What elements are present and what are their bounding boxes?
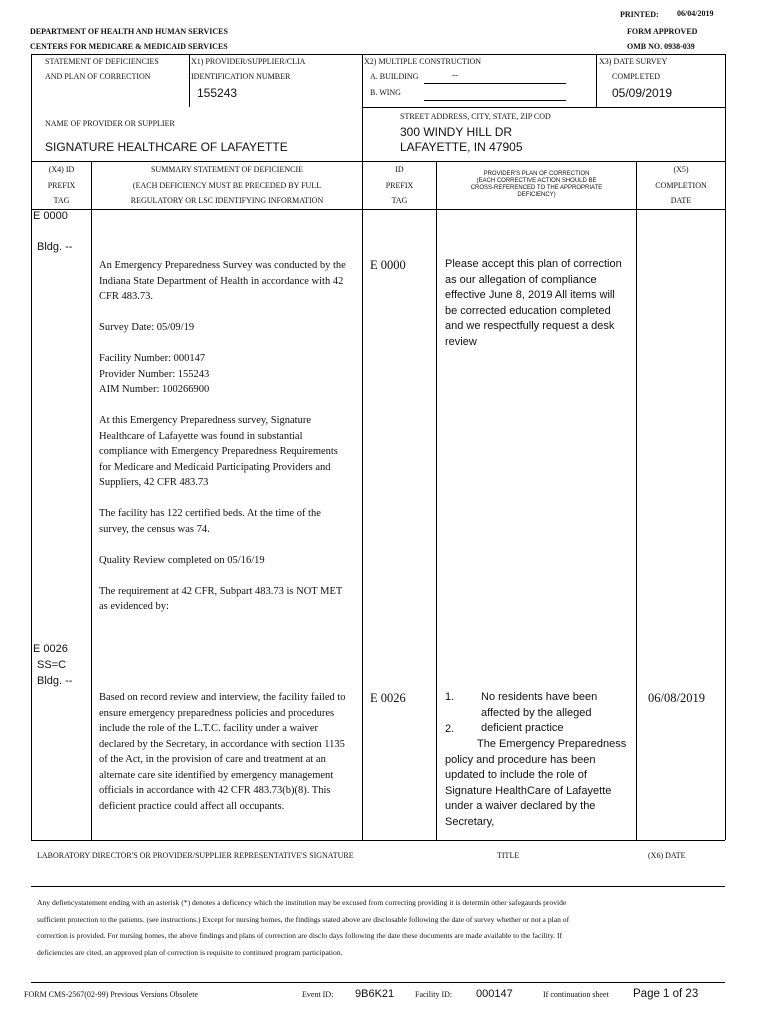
entry2-bldg: Bldg. -- — [37, 675, 73, 687]
plan-item1-text: No residents have been affected by the alleged deficient practice — [481, 691, 598, 734]
summary-header-line2: (EACH DEFICIENCY MUST BE PRECEDED BY FULL — [132, 181, 322, 190]
x5-header-line1: (X5) — [673, 165, 689, 174]
entry1-bldg: Bldg. -- — [37, 241, 73, 253]
disclaimer-text: Any defiencystatement ending with an asterisk (*) denotes a deficency which the institution may be excused from correcting providing it is determin other safegaurds provide sufficient protection to the patients. (see instructions.) Except for nursing homes, the findings stated above are disclosable following the date of survey whether or not a plan of correction is provided. For nursing homes, the above findings and plans of correction are disclo days following the date these documents are made available to the facility. If deficiencies are cited, an approved plan of correction is requisite to continued program participation. — [37, 898, 570, 957]
department-heading: DEPARTMENT OF HEALTH AND HUMAN SERVICES — [30, 27, 228, 36]
director-signature-label: LABORATORY DIRECTOR'S OR PROVIDER/SUPPLIER REPRESENTATIVE'S SIGNATURE — [37, 851, 354, 860]
provider-id-label-line1: X1) PROVIDER/SUPPLIER/CLIA — [191, 57, 306, 66]
plan-item2-body: The Emergency Preparedness policy and procedure has been updated to include the role of Signature HealthCare of Lafayette under a waiver declared by the Secretary, — [445, 738, 627, 828]
entry1-paragraph: The requirement at 42 CFR, Subpart 483.73 is NOT MET as evidenced by: — [99, 585, 343, 612]
page-number: Page 1 of 23 — [633, 988, 699, 1000]
entry1-paragraph: Quality Review completed on 05/16/19 — [99, 554, 265, 566]
date-survey-label-line1: X3) DATE SURVEY — [599, 57, 668, 66]
plan-header — [437, 171, 636, 199]
form-number: FORM CMS-2567(02-99) Previous Versions Obsolete — [24, 990, 199, 999]
multiple-construction-label: X2) MULTIPLE CONSTRUCTION — [364, 57, 482, 66]
entry2-id-tag: E 0026 — [370, 691, 406, 705]
summary-header-line3: REGULATORY OR LSC IDENTIFYING INFORMATION — [130, 196, 324, 205]
provider-id-label-line2: IDENTIFICATION NUMBER — [191, 72, 291, 81]
address-label: STREET ADDRESS, CITY, STATE, ZIP COD — [400, 112, 551, 121]
plan-item2-text — [445, 737, 632, 830]
form-approved-label: FORM APPROVED — [627, 27, 698, 36]
wing-label: B. WING — [370, 88, 401, 97]
printed-date: 06/04/2019 — [677, 9, 714, 18]
provider-id-value: 155243 — [197, 86, 238, 100]
entry2-plan — [445, 690, 632, 737]
summary-header-line1: SUMMARY STATEMENT OF DEFICIENCIE — [150, 165, 304, 174]
entry1-paragraph: An Emergency Preparedness Survey was conducted by the Indiana State Department of Health in accordance with 42 CFR 483.73. — [99, 260, 346, 302]
facility-id-value: 000147 — [476, 988, 513, 1000]
entry1-plan: Please accept this plan of correction as our allegation of compliance effective June 8, 2019 All items will be corrected education completed and we respectfully request a desk review — [445, 258, 622, 348]
statement-label-line1: STATEMENT OF DEFICIENCIES — [45, 57, 159, 66]
plan-header-line3: CROSS-REFERENCED TO THE APPROPRIATE — [470, 185, 603, 191]
provider-name-label: NAME OF PROVIDER OR SUPPLIER — [45, 119, 175, 128]
entry2-tag: E 0026 — [33, 643, 68, 655]
entry1-paragraph: Survey Date: 05/09/19 — [99, 322, 195, 333]
printed-label: PRINTED: — [620, 10, 659, 19]
continuation-label: If continuation sheet — [543, 990, 609, 999]
entry1-paragraph: The facility has 122 certified beds. At the time of the survey, the census was 74. — [99, 508, 321, 535]
event-id-label: Event ID: — [302, 990, 334, 999]
entry2-ss: SS=C — [37, 659, 67, 671]
building-label: A. BUILDING — [370, 72, 419, 81]
x5-header-line3: DATE — [670, 196, 692, 205]
x4-header-line2: PREFIX — [47, 181, 76, 190]
entry1-summary — [99, 258, 349, 630]
entry1-tag: E 0000 — [33, 210, 68, 222]
plan-item1-number: 1. — [445, 691, 455, 703]
date-survey-label-line2: COMPLETED — [612, 72, 660, 81]
address-line1: 300 WINDY HILL DR — [400, 125, 513, 139]
plan-header-line4: DEFICIENCY) — [517, 192, 556, 198]
id-header-line3: TAG — [391, 196, 408, 205]
entry1-id-tag: E 0000 — [370, 258, 406, 272]
omb-number: OMB NO. 0938-039 — [627, 42, 695, 51]
entry2-completion-date: 06/08/2019 — [648, 691, 705, 705]
x4-header-line3: TAG — [53, 196, 70, 205]
centers-heading: CENTERS FOR MEDICARE & MEDICAID SERVICES — [30, 42, 228, 51]
event-id-value: 9B6K21 — [355, 988, 395, 1000]
title-label: TITLE — [497, 851, 520, 860]
provider-name-value: SIGNATURE HEALTHCARE OF LAFAYETTE — [45, 140, 288, 154]
address-line2: LAFAYETTE, IN 47905 — [400, 140, 523, 154]
id-header-line2: PREFIX — [385, 181, 414, 190]
x6-date-label: (X6) DATE — [648, 851, 686, 860]
date-survey-value: 05/09/2019 — [612, 86, 673, 100]
plan-header-line2: (EACH CORRECTIVE ACTION SHOULD BE — [476, 178, 597, 184]
x4-header-line1: (X4) ID — [48, 165, 75, 174]
building-value: -- — [452, 70, 458, 80]
entry1-paragraph: Facility Number: 000147 Provider Number: 155243 AIM Number: 100266900 — [99, 353, 210, 395]
x5-header-line2: COMPLETION — [655, 181, 707, 190]
facility-id-label: Facility ID: — [415, 990, 453, 999]
id-header-line1: ID — [395, 165, 404, 174]
plan-header-line1: PROVIDER'S PLAN OF CORRECTION — [483, 171, 590, 177]
entry1-paragraph: At this Emergency Preparedness survey, Signature Healthcare of Lafayette was found in substantial compliance with Emergency Preparedness Requirements for Medicare and Medicaid Participating Providers and Suppliers, 42 CFR 483.73 — [99, 415, 338, 488]
statement-label-line2: AND PLAN OF CORRECTION — [45, 72, 151, 81]
plan-item2-number: 2. — [445, 722, 455, 735]
entry2-summary: Based on record review and interview, the facility failed to ensure emergency preparedness policies and procedures include the role of the L.T.C. facility under a waiver declared by the Secretary, in accordance with section 1135 of the Act, in the provision of care and treatment at an alternate care site identified by emergency management officials in accordance with 42 CFR 483.73(b)(8). This deficient practice could affect all occupants. — [99, 692, 346, 812]
